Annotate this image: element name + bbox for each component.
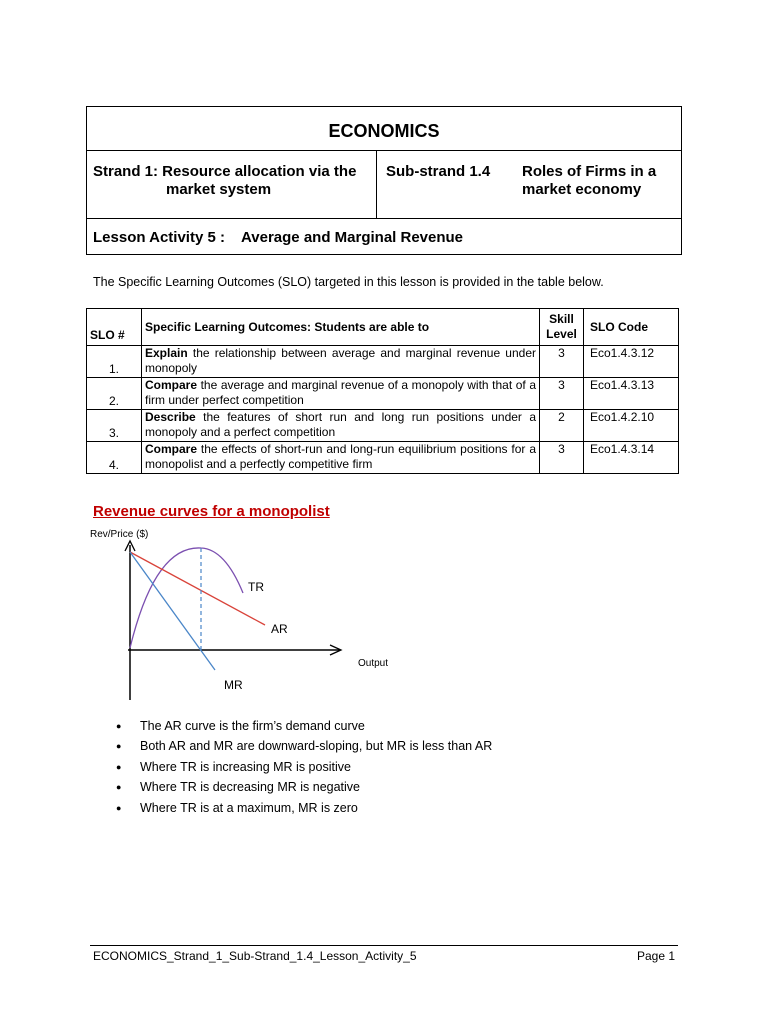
slo-code: Eco1.4.3.14: [584, 442, 679, 474]
slo-skill-level: 3: [540, 442, 584, 474]
footer-document-name: ECONOMICS_Strand_1_Sub-Strand_1.4_Lesson_Activity_5: [93, 949, 417, 963]
header-skill-level-line-2: Level: [546, 327, 577, 341]
slo-description: [142, 442, 540, 474]
slo-skill-level: 3: [540, 346, 584, 378]
revenue-curves-diagram: [85, 525, 415, 705]
list-item: ● The AR curve is the firm’s demand curve: [116, 716, 492, 736]
slo-description: [142, 378, 540, 410]
x-axis-label: Output: [358, 658, 389, 669]
strand-line-2: market system: [166, 181, 272, 198]
slo-verb: Compare: [145, 378, 198, 392]
section-heading: Revenue curves for a monopolist: [93, 503, 330, 520]
table-row: [87, 346, 679, 378]
header-box: [86, 106, 682, 255]
footer-divider: [90, 945, 678, 946]
strand-line-1: Strand 1: Resource allocation via the: [93, 163, 357, 180]
ar-label: AR: [271, 622, 288, 636]
lesson-row: [87, 219, 681, 255]
header-skill-level: [540, 309, 584, 346]
footer-page-number: Page 1: [637, 949, 676, 963]
mr-label: MR: [224, 678, 243, 692]
list-item: ● Where TR is at a maximum, MR is zero: [116, 798, 492, 818]
header-skill-level-line-1: Skill: [549, 312, 574, 326]
slo-text: the features of short run and long run positions under a monopoly and a perfect competition: [145, 410, 536, 439]
slo-skill-level: 3: [540, 378, 584, 410]
strand-cell: [87, 151, 377, 218]
tr-curve: [130, 548, 243, 648]
slo-number: 3.: [87, 410, 142, 442]
header-slo-code: SLO Code: [584, 309, 679, 346]
slo-number: 4.: [87, 442, 142, 474]
table-row: [87, 378, 679, 410]
slo-verb: Compare: [145, 442, 198, 456]
slo-description: [142, 410, 540, 442]
slo-table: [86, 308, 679, 474]
page-title: ECONOMICS: [87, 107, 681, 151]
substrand-title-line-2: market economy: [522, 181, 642, 198]
substrand-title-line-1: Roles of Firms in a: [522, 163, 657, 180]
list-item: ● Where TR is increasing MR is positive: [116, 757, 492, 777]
slo-text: the relationship between average and marginal revenue under monopoly: [145, 346, 536, 375]
lesson-label: Lesson Activity 5 :: [93, 229, 225, 246]
slo-code: Eco1.4.2.10: [584, 410, 679, 442]
slo-code: Eco1.4.3.13: [584, 378, 679, 410]
list-item: ● Both AR and MR are downward-sloping, but MR is less than AR: [116, 736, 492, 756]
table-header-row: [87, 309, 679, 346]
table-row: [87, 410, 679, 442]
substrand-label: Sub-strand 1.4: [386, 163, 491, 180]
y-axis-label: Rev/Price ($): [90, 529, 149, 540]
mr-curve: [130, 552, 215, 670]
header-slo-num: SLO #: [87, 309, 142, 346]
slo-number: 2.: [87, 378, 142, 410]
list-item: ● Where TR is decreasing MR is negative: [116, 777, 492, 797]
slo-verb: Explain: [145, 346, 188, 360]
slo-code: Eco1.4.3.12: [584, 346, 679, 378]
lesson-title: Average and Marginal Revenue: [241, 229, 464, 246]
slo-description: [142, 346, 540, 378]
tr-label: TR: [248, 580, 264, 594]
header-outcomes: Specific Learning Outcomes: Students are able to: [142, 309, 540, 346]
intro-text: The Specific Learning Outcomes (SLO) targeted in this lesson is provided in the table below.: [93, 275, 604, 289]
slo-text: the average and marginal revenue of a monopoly with that of a firm under perfect competition: [145, 378, 536, 407]
slo-number: 1.: [87, 346, 142, 378]
slo-verb: Describe: [145, 410, 196, 424]
bullet-list: [116, 716, 492, 818]
table-row: [87, 442, 679, 474]
slo-skill-level: 2: [540, 410, 584, 442]
strand-row: [87, 151, 681, 219]
slo-text: the effects of short-run and long-run equilibrium positions for a monopolist and a perfectly competitive firm: [145, 442, 536, 471]
